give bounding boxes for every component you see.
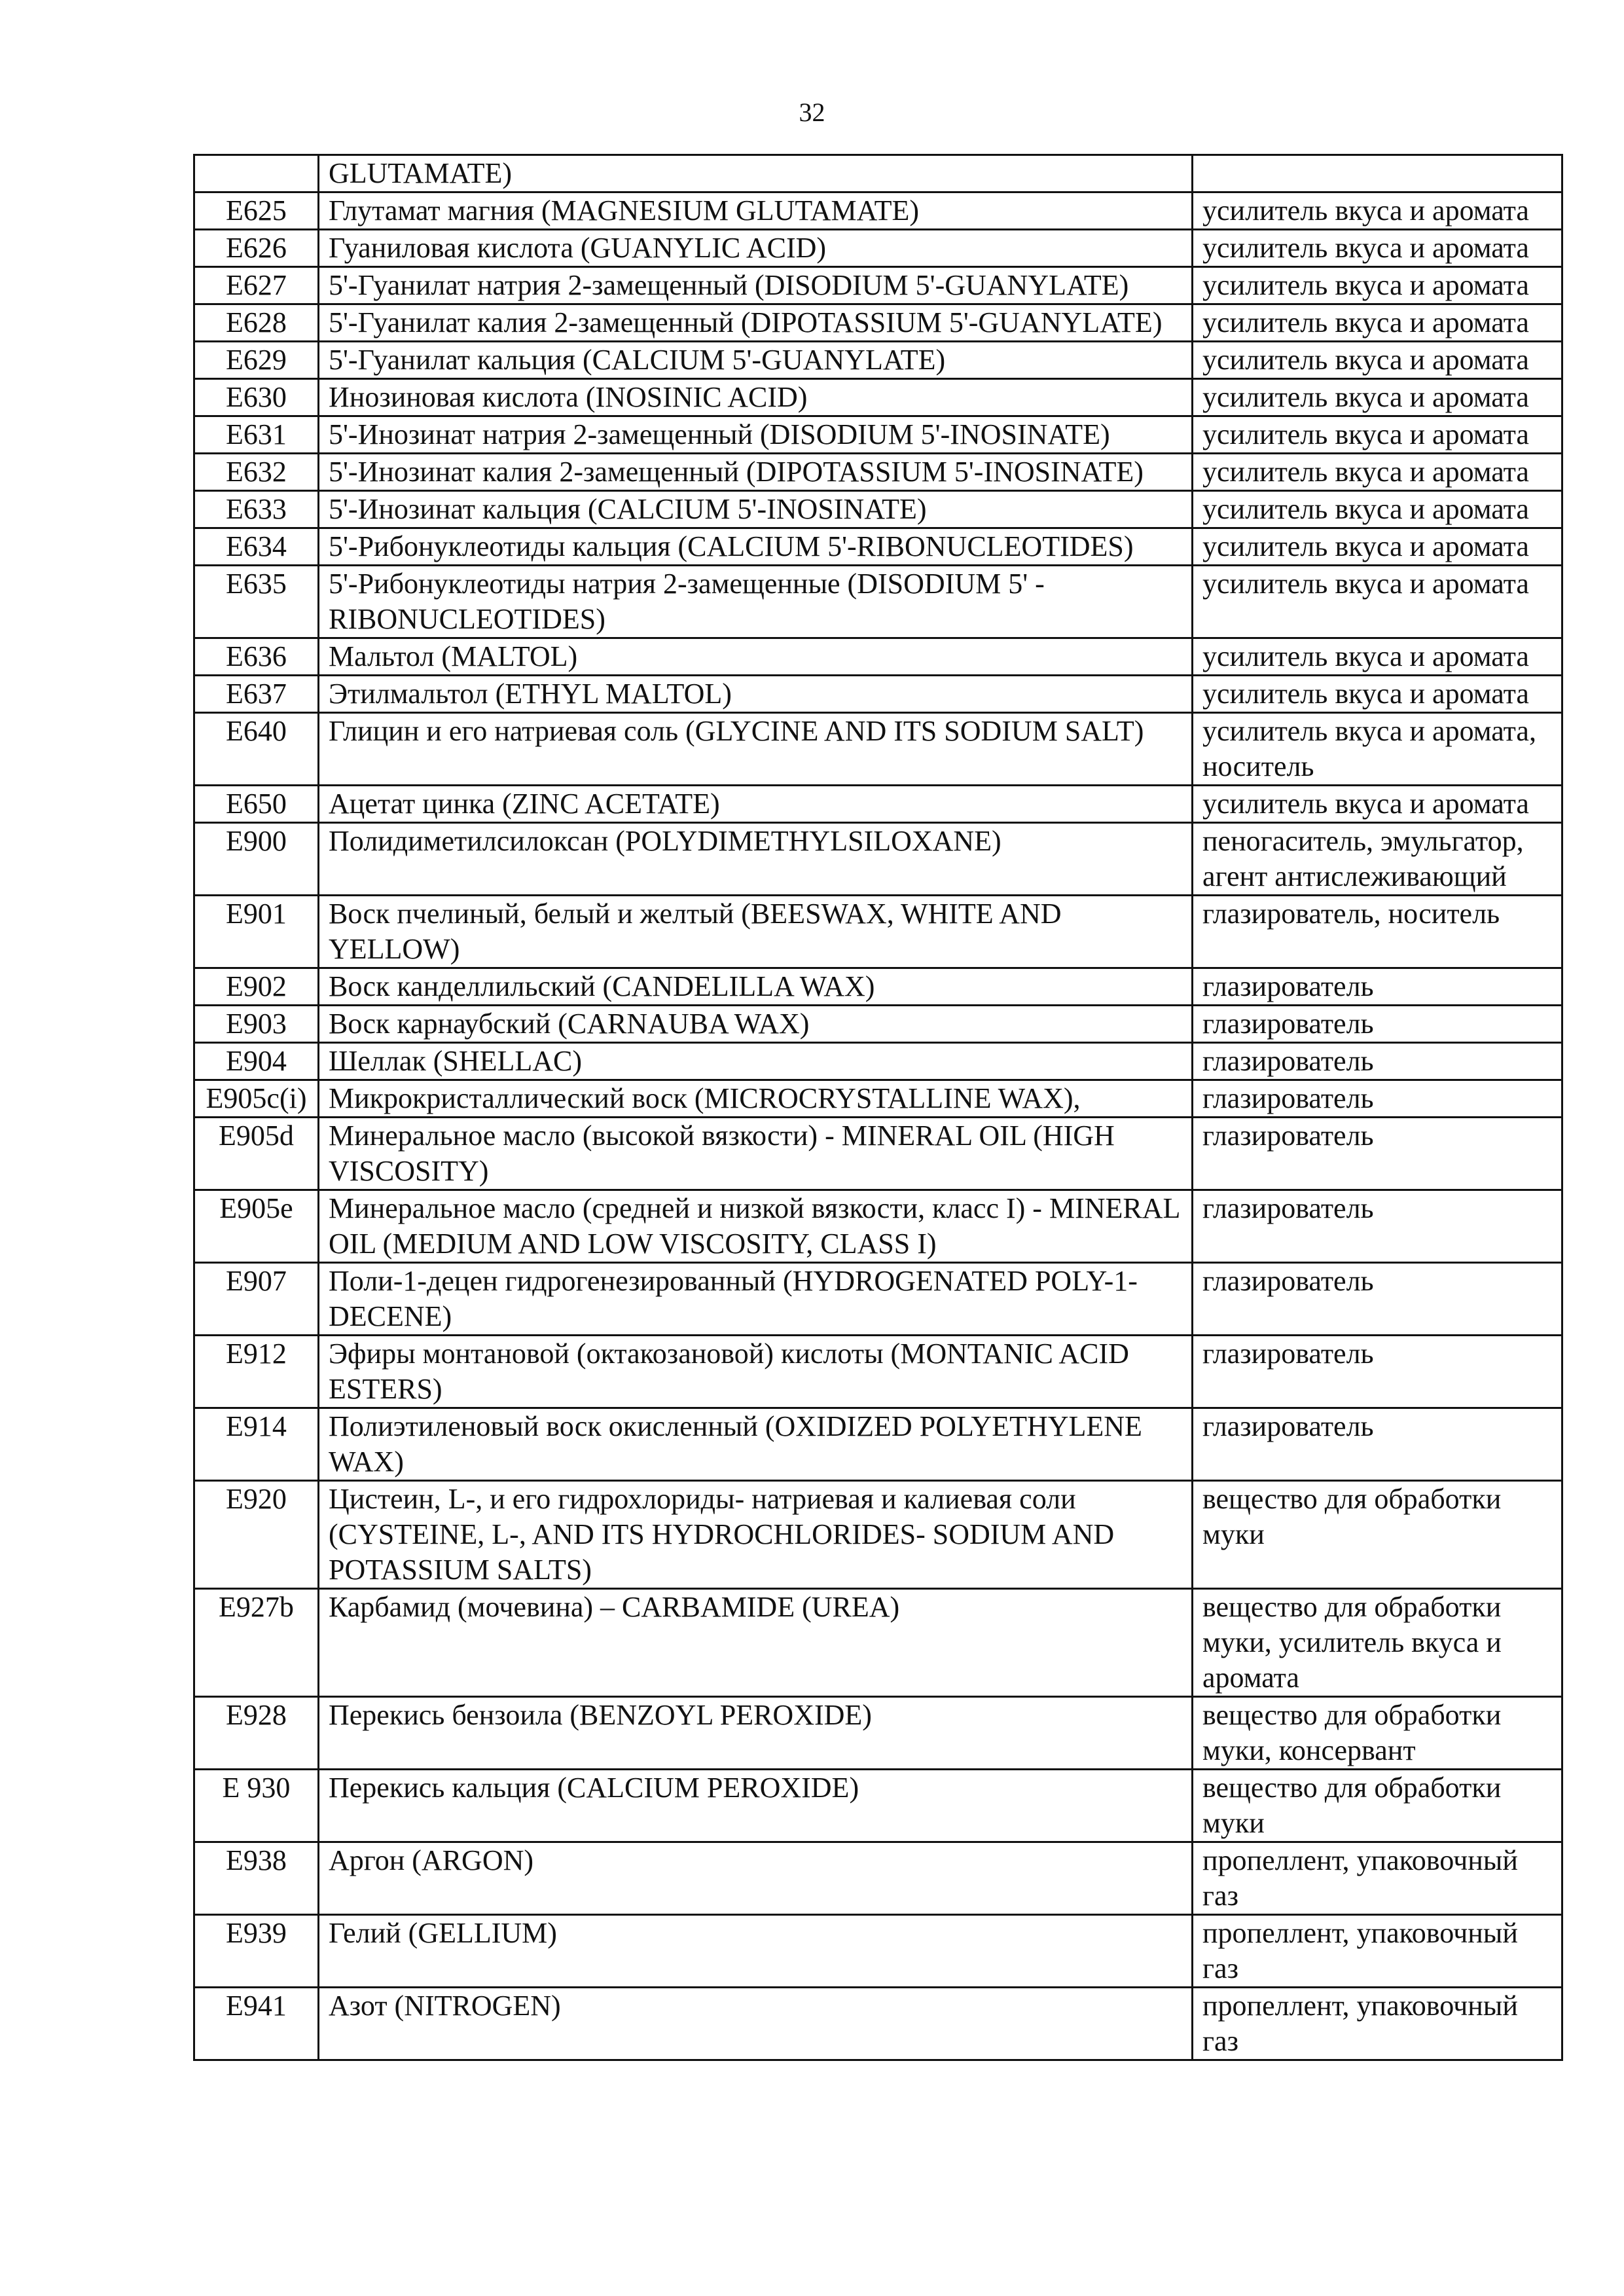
additive-function: усилитель вкуса и аромата: [1193, 267, 1562, 304]
table-row: [194, 304, 1562, 342]
table-row: [194, 528, 1562, 566]
table-row: [194, 566, 1562, 638]
additive-function: вещество для обработки муки, усилитель вкуса и аромата: [1193, 1589, 1562, 1697]
additive-code: E905c(i): [194, 1080, 319, 1118]
additive-code: E640: [194, 713, 319, 786]
additive-name: 5'-Гуанилат калия 2-замещенный (DIPOTASSIUM 5'-GUANYLATE): [319, 304, 1193, 342]
table-body: [194, 155, 1562, 2060]
additive-function: глазирователь: [1193, 1080, 1562, 1118]
table-row: [194, 1408, 1562, 1481]
additive-name: Перекись кальция (CALCIUM PEROXIDE): [319, 1770, 1193, 1842]
table-row: [194, 416, 1562, 454]
additive-name: Полиэтиленовый воск окисленный (OXIDIZED POLYETHYLENE WAX): [319, 1408, 1193, 1481]
additive-function: усилитель вкуса и аромата: [1193, 566, 1562, 638]
additive-code: E630: [194, 379, 319, 416]
table-row: [194, 638, 1562, 676]
additive-code: E 930: [194, 1770, 319, 1842]
additive-function: усилитель вкуса и аромата: [1193, 786, 1562, 823]
additive-function: пропеллент, упаковочный газ: [1193, 1842, 1562, 1915]
table-row: [194, 1190, 1562, 1263]
additive-code: E941: [194, 1988, 319, 2060]
additive-name: Цистеин, L-, и его гидрохлориды- натриевая и калиевая соли (CYSTEINE, L-, AND ITS HYDROCHLORIDES- SODIUM AND POTASSIUM SALTS): [319, 1481, 1193, 1589]
food-additives-table: [193, 154, 1563, 2061]
table-row: [194, 155, 1562, 192]
additive-function: усилитель вкуса и аромата: [1193, 676, 1562, 713]
additive-function: глазирователь: [1193, 1043, 1562, 1080]
additive-code: E627: [194, 267, 319, 304]
table-row: [194, 676, 1562, 713]
additive-function: глазирователь: [1193, 1190, 1562, 1263]
additive-name: Глицин и его натриевая соль (GLYCINE AND ITS SODIUM SALT): [319, 713, 1193, 786]
additive-function: усилитель вкуса и аромата: [1193, 491, 1562, 528]
additive-function: усилитель вкуса и аромата, носитель: [1193, 713, 1562, 786]
table-row: [194, 1080, 1562, 1118]
table-row: [194, 454, 1562, 491]
additive-name: Глутамат магния (MAGNESIUM GLUTAMATE): [319, 192, 1193, 230]
additive-name: Воск пчелиный, белый и желтый (BEESWAX, WHITE AND YELLOW): [319, 896, 1193, 968]
additive-code: E626: [194, 230, 319, 267]
table-row: [194, 1043, 1562, 1080]
additive-function: глазирователь: [1193, 1263, 1562, 1336]
additive-function: пеногаситель, эмульгатор, агент антислеживающий: [1193, 823, 1562, 896]
table-row: [194, 230, 1562, 267]
additive-code: E912: [194, 1336, 319, 1408]
additive-code: E904: [194, 1043, 319, 1080]
additive-name: Эфиры монтановой (октакозановой) кислоты (MONTANIC ACID ESTERS): [319, 1336, 1193, 1408]
additive-code: E901: [194, 896, 319, 968]
table-row: [194, 342, 1562, 379]
additive-name: Микрокристаллический воск (MICROCRYSTALLINE WAX),: [319, 1080, 1193, 1118]
additive-function: глазирователь, носитель: [1193, 896, 1562, 968]
additive-code: E927b: [194, 1589, 319, 1697]
additive-code: E939: [194, 1915, 319, 1988]
table-row: [194, 1988, 1562, 2060]
additive-name: Шеллак (SHELLAC): [319, 1043, 1193, 1080]
additive-function: усилитель вкуса и аромата: [1193, 454, 1562, 491]
additive-function: глазирователь: [1193, 1006, 1562, 1043]
additive-function: вещество для обработки муки, консервант: [1193, 1697, 1562, 1770]
table-row: [194, 1697, 1562, 1770]
additive-code: E628: [194, 304, 319, 342]
additive-name: Поли-1-децен гидрогенезированный (HYDROGENATED POLY-1-DECENE): [319, 1263, 1193, 1336]
additive-code: E900: [194, 823, 319, 896]
additive-name: Инозиновая кислота (INOSINIC ACID): [319, 379, 1193, 416]
additive-function: глазирователь: [1193, 1118, 1562, 1190]
additive-code: E636: [194, 638, 319, 676]
additive-function: глазирователь: [1193, 1336, 1562, 1408]
additive-name: Воск карнаубский (CARNAUBA WAX): [319, 1006, 1193, 1043]
table-row: [194, 379, 1562, 416]
table-row: [194, 1006, 1562, 1043]
additive-name: 5'-Инозинат кальция (CALCIUM 5'-INOSINATE): [319, 491, 1193, 528]
additive-code: E920: [194, 1481, 319, 1589]
additive-name: Мальтол (MALTOL): [319, 638, 1193, 676]
additive-code: E650: [194, 786, 319, 823]
additive-code: E635: [194, 566, 319, 638]
additive-name: 5'-Гуанилат натрия 2-замещенный (DISODIUM 5'-GUANYLATE): [319, 267, 1193, 304]
additive-function: вещество для обработки муки: [1193, 1770, 1562, 1842]
table-row: [194, 1770, 1562, 1842]
additive-code: E938: [194, 1842, 319, 1915]
additive-function: глазирователь: [1193, 968, 1562, 1006]
additive-name: Азот (NITROGEN): [319, 1988, 1193, 2060]
additive-name: Ацетат цинка (ZINC ACETATE): [319, 786, 1193, 823]
additive-name: Минеральное масло (высокой вязкости) - MINERAL OIL (HIGH VISCOSITY): [319, 1118, 1193, 1190]
additive-function: усилитель вкуса и аромата: [1193, 379, 1562, 416]
additive-function: пропеллент, упаковочный газ: [1193, 1915, 1562, 1988]
table-row: [194, 1481, 1562, 1589]
table-row: [194, 491, 1562, 528]
additive-code: E907: [194, 1263, 319, 1336]
table-row: [194, 1842, 1562, 1915]
additive-name: 5'-Рибонуклеотиды кальция (CALCIUM 5'-RIBONUCLEOTIDES): [319, 528, 1193, 566]
additive-name: Гелий (GELLIUM): [319, 1915, 1193, 1988]
additive-code: E634: [194, 528, 319, 566]
additive-function: усилитель вкуса и аромата: [1193, 528, 1562, 566]
additive-code: E632: [194, 454, 319, 491]
table-row: [194, 896, 1562, 968]
table-row: [194, 786, 1562, 823]
additive-function: усилитель вкуса и аромата: [1193, 342, 1562, 379]
table-row: [194, 1915, 1562, 1988]
additive-code: [194, 155, 319, 192]
table-row: [194, 968, 1562, 1006]
table-row: [194, 1336, 1562, 1408]
additive-code: E905d: [194, 1118, 319, 1190]
additive-function: пропеллент, упаковочный газ: [1193, 1988, 1562, 2060]
additive-function: усилитель вкуса и аромата: [1193, 304, 1562, 342]
additive-name: Минеральное масло (средней и низкой вязкости, класс I) - MINERAL OIL (MEDIUM AND LOW VISCOSITY, CLASS I): [319, 1190, 1193, 1263]
page-number: 32: [799, 98, 825, 127]
additive-function: глазирователь: [1193, 1408, 1562, 1481]
additive-name: 5'-Рибонуклеотиды натрия 2-замещенные (DISODIUM 5' - RIBONUCLEOTIDES): [319, 566, 1193, 638]
table-row: [194, 267, 1562, 304]
additive-code: E914: [194, 1408, 319, 1481]
additive-code: E633: [194, 491, 319, 528]
table-row: [194, 1118, 1562, 1190]
additive-code: E637: [194, 676, 319, 713]
table-row: [194, 823, 1562, 896]
additive-name: Гуаниловая кислота (GUANYLIC ACID): [319, 230, 1193, 267]
additive-name: 5'-Гуанилат кальция (CALCIUM 5'-GUANYLATE): [319, 342, 1193, 379]
additive-function: усилитель вкуса и аромата: [1193, 192, 1562, 230]
additive-function: усилитель вкуса и аромата: [1193, 638, 1562, 676]
additive-name: GLUTAMATE): [319, 155, 1193, 192]
additive-name: Полидиметилсилоксан (POLYDIMETHYLSILOXANE): [319, 823, 1193, 896]
additive-name: Карбамид (мочевина) – CARBAMIDE (UREA): [319, 1589, 1193, 1697]
additive-name: Этилмальтол (ETHYL MALTOL): [319, 676, 1193, 713]
additive-function: вещество для обработки муки: [1193, 1481, 1562, 1589]
table-row: [194, 1263, 1562, 1336]
additive-name: 5'-Инозинат калия 2-замещенный (DIPOTASSIUM 5'-INOSINATE): [319, 454, 1193, 491]
additive-code: E629: [194, 342, 319, 379]
additive-name: 5'-Инозинат натрия 2-замещенный (DISODIUM 5'-INOSINATE): [319, 416, 1193, 454]
additive-code: E902: [194, 968, 319, 1006]
additive-name: Воск канделлильский (CANDELILLA WAX): [319, 968, 1193, 1006]
additive-code: E625: [194, 192, 319, 230]
table-row: [194, 192, 1562, 230]
additive-function: усилитель вкуса и аромата: [1193, 416, 1562, 454]
additive-function: усилитель вкуса и аромата: [1193, 230, 1562, 267]
additive-code: E905e: [194, 1190, 319, 1263]
additive-name: Аргон (ARGON): [319, 1842, 1193, 1915]
additive-code: E631: [194, 416, 319, 454]
additive-function: [1193, 155, 1562, 192]
additive-code: E903: [194, 1006, 319, 1043]
table-row: [194, 713, 1562, 786]
additive-code: E928: [194, 1697, 319, 1770]
additive-name: Перекись бензоила (BENZOYL PEROXIDE): [319, 1697, 1193, 1770]
table-row: [194, 1589, 1562, 1697]
